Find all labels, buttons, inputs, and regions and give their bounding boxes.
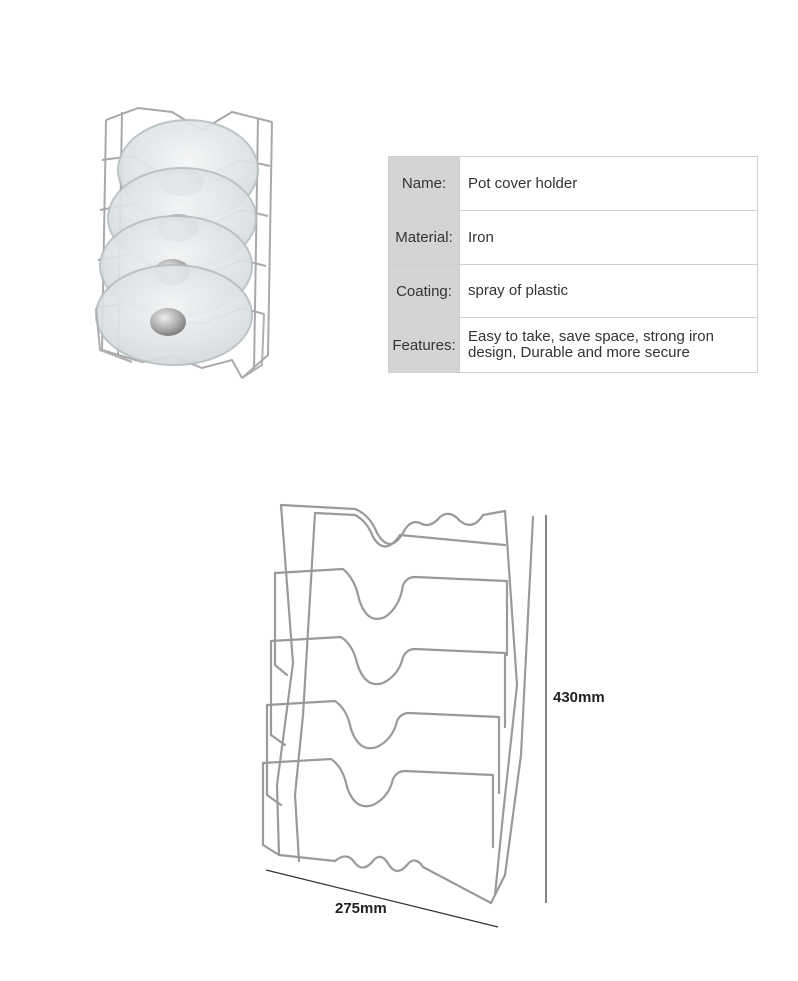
spec-row-name	[389, 157, 758, 211]
spec-row-features	[389, 318, 758, 373]
spec-row-coating	[389, 265, 758, 318]
spec-table	[388, 156, 758, 373]
height-dimension-label: 430mm	[553, 689, 605, 706]
spec-value: Easy to take, save space, strong iron design, Durable and more secure	[460, 318, 758, 373]
spec-label: Features:	[389, 318, 460, 373]
spec-row-material	[389, 211, 758, 265]
product-photo	[92, 100, 284, 385]
spec-label: Coating:	[389, 265, 460, 318]
spec-value: spray of plastic	[460, 265, 758, 318]
spec-label: Name:	[389, 157, 460, 211]
dimension-diagram	[255, 495, 555, 935]
spec-value: Pot cover holder	[460, 157, 758, 211]
width-dimension-label: 275mm	[335, 900, 387, 917]
spec-value: Iron	[460, 211, 758, 265]
spec-label: Material:	[389, 211, 460, 265]
